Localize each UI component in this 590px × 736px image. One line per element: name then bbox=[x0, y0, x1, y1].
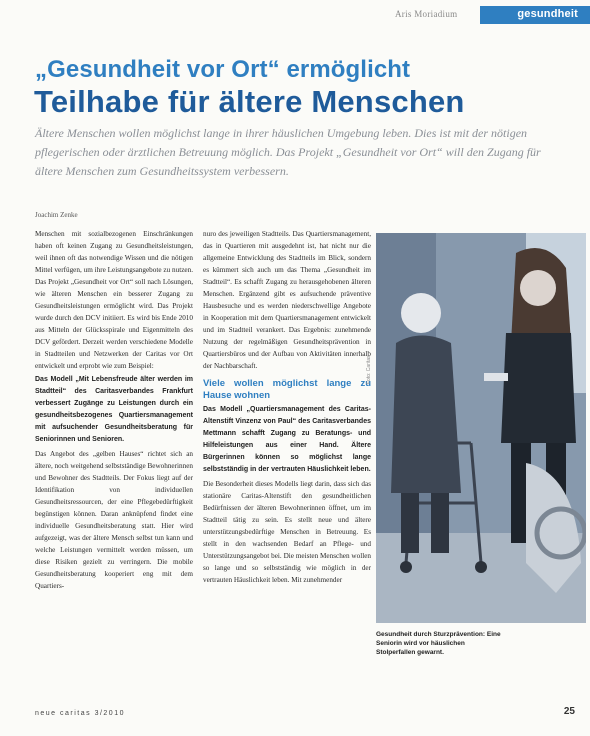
photo-credit: Foto: Caritas bbox=[366, 355, 372, 384]
text-column-2 bbox=[203, 228, 371, 698]
paragraph: nuro des jeweiligen Stadtteils. Das Quartiersmanagement, das in Quartieren mit ausgedehnt ist, hat nicht nur die allgemeine Entwicklung des Stadtteils im Blick, sondern es kümmert sich auch um das Thema „Gesundheit im Stadtteil“. Es schafft Zugang zu herausgehobenen älteren Menschen. Ergänzend gibt es aufsuchende präventive Hausbesuche und es werden niederschwellige Angebote in Kooperation mit dem Quartiersmanagement entwickelt und im Stadtteil verankert. Das Ergebnis: zunehmende Nutzung der regelmäßigen Gesundheitsprävention in Quartiersbüros und der Aufbau von Aktivitäten innerhalb der Nachbarschaft. bbox=[203, 230, 371, 370]
article-photo bbox=[376, 233, 586, 623]
paragraph-bold: Das Modell „Mit Lebensfreude älter werden im Stadtteil“ des Caritasverbandes Frankfurt verbessert Zugänge zu Leistungen durch ein gesundheitsbezogenes Quartiersmanagement mit aufsuchender Gesundheitsberatung für Seniorinnen und Senioren. bbox=[35, 376, 193, 443]
paragraph: Menschen mit sozialbezogenen Einschränkungen haben oft keinen Zugang zu Gesundheitsleistungen, weil ihnen oft das notwendige Wissen und die nötigen Mittel verfügen, um ihre Leistungsangebote zu nutzen. Das Projekt „Gesundheit vor Ort“ soll nach Lösungen, wie älteren Menschen ein besserer Zugang zu Gesundheitsleistungen ermöglicht wird. Das Projekt wurde durch den DCV initiiert. Es wird bis Ende 2010 aus Mitteln der Glücksspirale und Eigenmitteln des DCV gefördert. Derzeit werden verschiedene Modelle in Stadtteilen und Netzwerken der Caritas vor Ort entwickelt und erprobt wie zum Beispiel: bbox=[35, 230, 193, 370]
photo-caption: Gesundheit durch Sturzprävention: Eine Seniorin wird vor häuslichen Stolperfallen gewarnt. bbox=[376, 631, 501, 656]
article-title-line-1: „Gesundheit vor Ort“ ermöglicht bbox=[35, 56, 411, 83]
text-column-1 bbox=[35, 228, 193, 698]
footer-publication: neue caritas 3/2010 bbox=[35, 710, 125, 717]
paragraph-bold: Das Modell „Quartiersmanagement des Caritas-Altenstift Vinzenz von Paul“ des Caritasverbandes Mettmann schafft Zugang zu Beratungs- und Hilfeleistungen aus einer Hand. Ältere Bürgerinnen können so möglichst lange selbstständig in der vertrauten Häuslichkeit leben. bbox=[203, 406, 371, 473]
paragraph: Die Besonderheit dieses Modells liegt darin, dass sich das stationäre Caritas-Altenstift den gesundheitlichen Bedürfnissen der älteren Bewohnerinnen öffnet, um im Stadtteil tätig zu sein. Es stellt neue und ältere unterstützungsbedürftige Menschen in Betreuung. Es stellt in den wachsenden Bedarf an Pflege- und Unterstützungsangebot bei. Die meisten Menschen wollen so lange und so selbstständig wie möglich in der vertrauten Häuslichkeit leben. Mit zunehmender bbox=[203, 480, 371, 584]
page-number: 25 bbox=[563, 706, 575, 717]
paragraph: Das Angebot des „gelben Hauses“ richtet sich an ältere, noch weitgehend selbstständige Bewohnerinnen und Bewohner des Stadtteils. Der Fokus liegt auf der Identifikation von individuellen Gesundheitsressourcen, der eine Pflegebedürftigkeit begünstigen können. Daran anknüpfend findet eine individuelle Gesundheitsberatung statt. Hier wird aufgezeigt, was der ältere Mensch selbst tun kann und welche Leistungen vermittelt werden müssen, um diese Risiken gezielt zu verringern. Die mobile Gesundheitsberatung kooperiert eng mit dem Quartiers- bbox=[35, 450, 193, 590]
photo-illustration bbox=[376, 233, 586, 623]
subheading: Viele wollen möglichst lange zu Hause wohnen bbox=[203, 378, 371, 401]
byline: Joachim Zenke bbox=[35, 211, 78, 219]
article-lead: Ältere Menschen wollen möglichst lange in ihrer häuslichen Umgebung leben. Dies ist mit der nötigen pflegerischen oder ärztlichen Betreuung möglich. Das Projekt „Gesundheit vor Ort“ will den Zugang für ältere Menschen zum Gesundheitssystem verbessern. bbox=[35, 126, 541, 178]
header-author: Aris Moriadium bbox=[395, 9, 458, 19]
article-title-line-2: Teilhabe für ältere Menschen bbox=[34, 84, 465, 119]
section-label: gesundheit bbox=[517, 8, 578, 20]
